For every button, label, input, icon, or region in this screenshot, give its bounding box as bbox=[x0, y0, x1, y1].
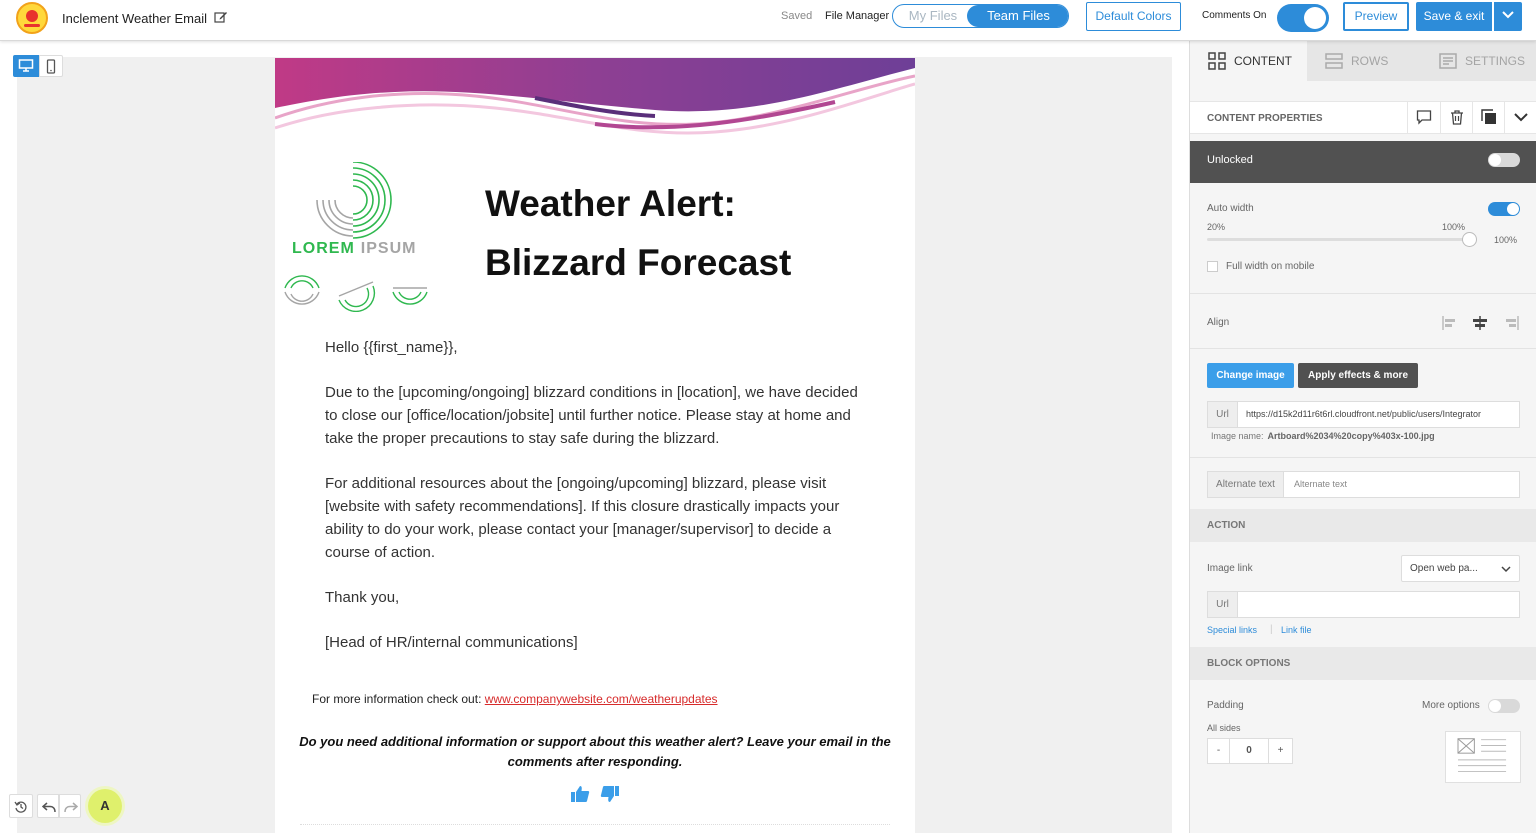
rows-icon bbox=[1325, 52, 1343, 70]
duplicate-icon bbox=[1481, 109, 1497, 125]
more-info-line bbox=[312, 692, 718, 706]
auto-width-toggle[interactable] bbox=[1488, 202, 1520, 216]
chevron-down-icon bbox=[1501, 566, 1511, 573]
headline-line-1: Weather Alert: bbox=[485, 183, 736, 224]
logo-word-lorem: LOREM bbox=[292, 240, 355, 257]
image-link-select[interactable] bbox=[1401, 555, 1520, 582]
section-divider bbox=[1190, 293, 1536, 294]
align-left-icon[interactable] bbox=[1441, 315, 1459, 331]
redo-icon bbox=[64, 800, 78, 814]
app-logo[interactable] bbox=[16, 2, 48, 34]
full-width-mobile-label: Full width on mobile bbox=[1226, 261, 1315, 272]
link-file-link[interactable]: Link file bbox=[1281, 625, 1312, 635]
lock-bar bbox=[1190, 141, 1536, 183]
history-tools bbox=[9, 794, 81, 818]
row-divider bbox=[300, 824, 890, 825]
special-links-link[interactable]: Special links bbox=[1207, 625, 1258, 635]
image-url-field[interactable] bbox=[1207, 401, 1520, 428]
section-divider bbox=[1190, 348, 1536, 349]
desktop-icon bbox=[18, 58, 34, 73]
align-center-icon[interactable] bbox=[1471, 315, 1489, 331]
team-files-option[interactable]: Team Files bbox=[967, 5, 1069, 27]
padding-value[interactable]: 0 bbox=[1246, 745, 1252, 756]
block-options-header bbox=[1190, 647, 1536, 680]
desktop-view-button[interactable] bbox=[13, 55, 39, 77]
width-slider-value: 100% bbox=[1442, 222, 1466, 232]
weather-updates-link[interactable]: www.companywebsite.com/weatherupdates bbox=[484, 692, 718, 706]
default-colors-button[interactable]: Default Colors bbox=[1086, 2, 1181, 31]
support-question: Do you need additional information or support about this weather alert? Leave your email in the comments after responding. bbox=[299, 734, 891, 769]
link-url-addon: Url bbox=[1208, 592, 1238, 617]
device-switch bbox=[13, 55, 63, 77]
alt-text-field[interactable] bbox=[1207, 471, 1520, 498]
apply-effects-button[interactable]: Apply effects & more bbox=[1298, 363, 1418, 388]
all-sides-label: All sides bbox=[1207, 723, 1241, 733]
logo-wordmark bbox=[292, 240, 416, 258]
action-section-title: ACTION bbox=[1207, 520, 1246, 531]
image-name-label: Image name: bbox=[1211, 431, 1264, 441]
image-name bbox=[1211, 431, 1435, 441]
preview-button[interactable]: Preview bbox=[1343, 2, 1409, 31]
edit-icon[interactable] bbox=[214, 10, 228, 24]
duplicate-button[interactable] bbox=[1472, 102, 1504, 133]
full-width-mobile-checkbox[interactable] bbox=[1207, 261, 1218, 272]
email-text-block[interactable] bbox=[325, 336, 870, 676]
tab-content-label: CONTENT bbox=[1234, 54, 1292, 68]
redo-button[interactable] bbox=[59, 794, 81, 818]
image-url-addon: Url bbox=[1208, 402, 1238, 427]
tab-rows[interactable] bbox=[1307, 41, 1421, 81]
comment-icon bbox=[1416, 109, 1432, 125]
tab-settings-label: SETTINGS bbox=[1465, 54, 1526, 68]
content-properties-header bbox=[1190, 101, 1536, 134]
alt-text-addon: Alternate text bbox=[1208, 472, 1284, 497]
save-exit-button[interactable]: Save & exit bbox=[1416, 2, 1492, 31]
tab-settings[interactable] bbox=[1421, 41, 1536, 81]
auto-width-label: Auto width bbox=[1207, 203, 1254, 214]
my-files-option[interactable]: My Files bbox=[908, 8, 958, 23]
section-divider bbox=[1190, 457, 1536, 458]
padding-stepper bbox=[1207, 738, 1293, 764]
settings-icon bbox=[1439, 52, 1457, 70]
image-link-selected: Open web pa... bbox=[1410, 563, 1478, 574]
more-info-label: For more information check out: bbox=[312, 692, 482, 706]
padding-increase-button[interactable]: + bbox=[1268, 739, 1292, 763]
undo-button[interactable] bbox=[37, 794, 59, 818]
paragraph-1: Due to the [upcoming/ongoing] blizzard conditions in [location], we have decided to close our [office/location/jobsite] until further notice. Please stay at home and take the proper precautions to stay safe during the blizzard. bbox=[325, 384, 858, 447]
history-button[interactable] bbox=[9, 794, 33, 818]
chevron-down-icon bbox=[1502, 11, 1514, 19]
email-body[interactable] bbox=[275, 58, 915, 833]
feedback-buttons bbox=[570, 785, 630, 805]
width-max-label: 100% bbox=[1494, 235, 1518, 245]
comments-toggle[interactable] bbox=[1277, 4, 1329, 32]
closing-text: Thank you, bbox=[325, 589, 400, 606]
align-right-icon[interactable] bbox=[1502, 315, 1520, 331]
header-banner-image[interactable] bbox=[275, 58, 915, 138]
file-manager-label: File Manager bbox=[825, 10, 890, 22]
file-manager-switch bbox=[892, 4, 1069, 28]
link-url-field[interactable] bbox=[1207, 591, 1520, 618]
padding-label: Padding bbox=[1207, 700, 1244, 711]
tab-rows-label: ROWS bbox=[1351, 54, 1389, 68]
action-section-header bbox=[1190, 509, 1536, 542]
saved-status: Saved bbox=[781, 10, 813, 22]
thumbs-up-icon[interactable] bbox=[570, 785, 590, 803]
comments-on-label: Comments On bbox=[1202, 10, 1267, 21]
collapse-button[interactable] bbox=[1504, 102, 1536, 133]
width-slider-handle[interactable] bbox=[1462, 232, 1477, 247]
lorem-ipsum-logo[interactable] bbox=[281, 162, 431, 312]
lock-toggle[interactable] bbox=[1488, 153, 1520, 167]
save-options-dropdown[interactable] bbox=[1494, 2, 1522, 31]
logo-word-ipsum: IPSUM bbox=[360, 240, 417, 257]
greeting-text: Hello {{first_name}}, bbox=[325, 339, 458, 356]
image-url-value[interactable]: https://d15k2d11r6t6rl.cloudfront.net/public/users/Integrator bbox=[1246, 409, 1481, 419]
lock-status-label: Unlocked bbox=[1207, 154, 1253, 166]
image-name-value: Artboard%2034%20copy%403x-100.jpg bbox=[1267, 431, 1435, 441]
mobile-icon bbox=[45, 59, 57, 74]
align-label: Align bbox=[1207, 317, 1230, 328]
link-separator: | bbox=[1270, 624, 1273, 635]
thumbs-down-icon[interactable] bbox=[600, 785, 620, 803]
chevron-down-icon bbox=[1513, 109, 1529, 125]
undo-icon bbox=[42, 800, 56, 814]
user-avatar[interactable]: A bbox=[88, 789, 122, 823]
history-icon bbox=[14, 800, 28, 814]
image-link-label: Image link bbox=[1207, 563, 1253, 574]
content-grid-icon bbox=[1208, 52, 1226, 70]
width-min-label: 20% bbox=[1207, 222, 1226, 232]
paragraph-2: For additional resources about the [ongoing/upcoming] blizzard, please visit [website with safety recommendations]. If this closure drastically impacts your ability to do your work, please contact your [manager/supervisor] to decide a course of action. bbox=[325, 475, 840, 561]
block-options-title: BLOCK OPTIONS bbox=[1207, 658, 1291, 669]
content-properties-title: CONTENT PROPERTIES bbox=[1207, 113, 1323, 124]
alt-text-input[interactable]: Alternate text bbox=[1294, 479, 1348, 489]
properties-panel bbox=[1189, 41, 1536, 833]
panel-tabs bbox=[1190, 41, 1536, 81]
signature-text: [Head of HR/internal communications] bbox=[325, 634, 578, 651]
change-image-button[interactable]: Change image bbox=[1207, 363, 1294, 388]
email-headline[interactable] bbox=[485, 174, 791, 292]
padding-preview-icon bbox=[1445, 731, 1521, 783]
padding-decrease-button[interactable]: - bbox=[1208, 739, 1230, 763]
tab-content[interactable] bbox=[1190, 41, 1307, 81]
delete-button[interactable] bbox=[1440, 102, 1472, 133]
more-options-label: More options bbox=[1422, 700, 1480, 711]
comment-button[interactable] bbox=[1407, 102, 1439, 133]
width-slider-track[interactable] bbox=[1207, 238, 1470, 241]
document-title[interactable]: Inclement Weather Email bbox=[62, 11, 207, 26]
trash-icon bbox=[1449, 109, 1465, 125]
more-options-toggle[interactable] bbox=[1488, 699, 1520, 713]
mobile-view-button[interactable] bbox=[39, 55, 63, 77]
top-bar bbox=[0, 0, 1536, 41]
headline-line-2: Blizzard Forecast bbox=[485, 242, 792, 283]
